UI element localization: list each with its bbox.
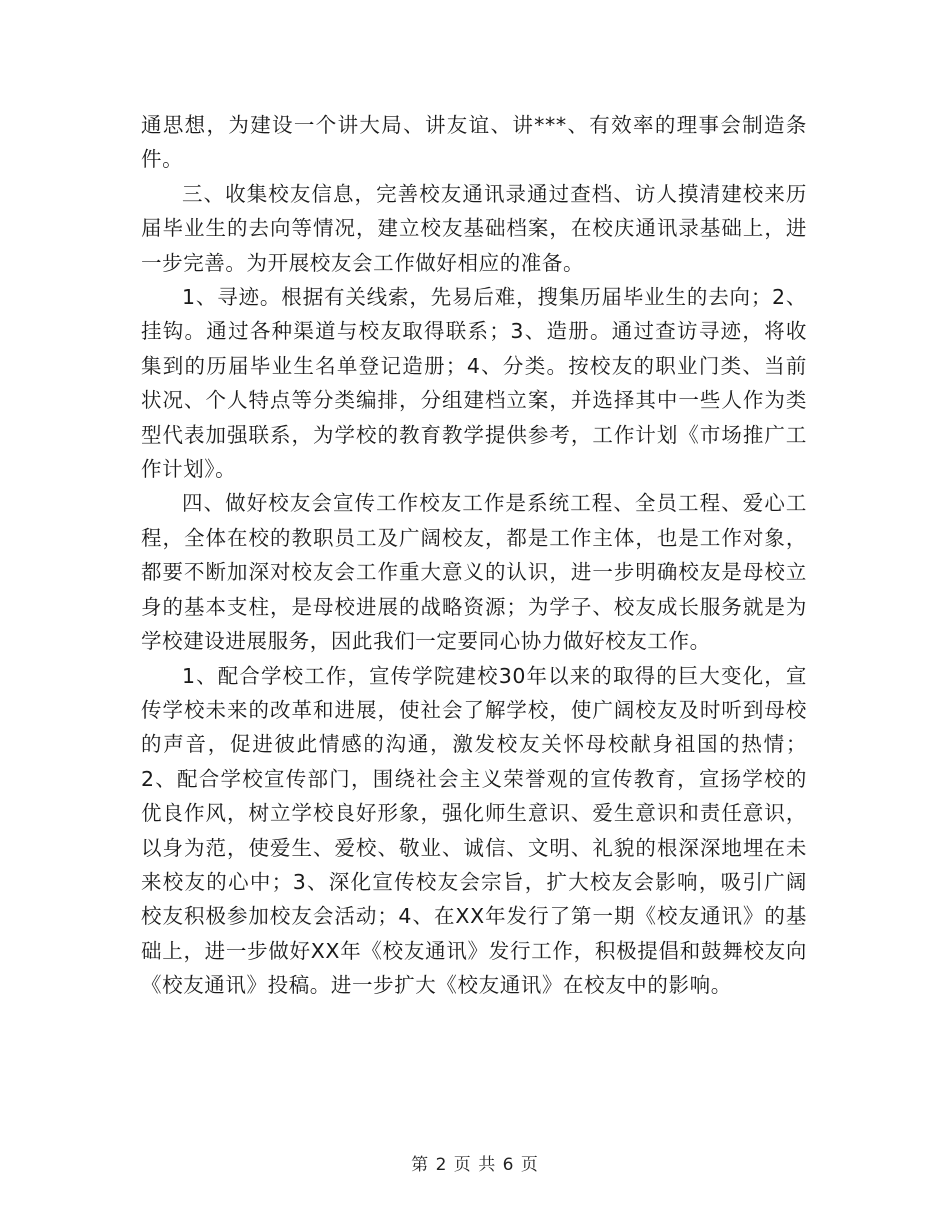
paragraph-section-four-items: 1、配合学校工作，宣传学院建校30年以来的取得的巨大变化，宣传学校未来的改革和进展，使社会了解学校，使广阔校友及时听到母校的声音，促进彼此情感的沟通，激发校友关怀母校献身祖国的热情；2、配合学校宣传部门，围绕社会主义荣誉观的宣传教育，宣扬学校的优良作风，树立学校良好形象，强化师生意识、爱生意识和责任意识，以身为范，使爱生、爱校、敬业、诚信、文明、礼貌的根深深地埋在未来校友的心中；3、深化宣传校友会宗旨，扩大校友会影响，吸引广阔校友积极参加校友会活动；4、在XX年发行了第一期《校友通讯》的基础上，进一步做好XX年《校友通讯》发行工作，积极提倡和鼓舞校友向《校友通讯》投稿。进一步扩大《校友通讯》在校友中的影响。	[141, 663, 807, 998]
paragraph-section-three: 三、收集校友信息，完善校友通讯录通过查档、访人摸清建校来历届毕业生的去向等情况，建立校友基础档案，在校庆通讯录基础上，进一步完善。为开展校友会工作做好相应的准备。	[141, 181, 807, 275]
page-number-footer: 第 2 页 共 6 页	[411, 1155, 539, 1175]
paragraph-section-three-steps: 1、寻迹。根据有关线索，先易后难，搜集历届毕业生的去向；2、挂钩。通过各种渠道与校友取得联系；3、造册。通过查访寻迹，将收集到的历届毕业生名单登记造册；4、分类。按校友的职业门类、当前状况、个人特点等分类编排，分组建档立案，并选择其中一些人作为类型代表加强联系，为学校的教育教学提供参考，工作计划《市场推广工作计划》。	[141, 285, 807, 482]
paragraph-section-four: 四、做好校友会宣传工作校友工作是系统工程、全员工程、爱心工程，全体在校的教职员工及广阔校友，都是工作主体，也是工作对象，都要不断加深对校友会工作重大意义的认识，进一步明确校友是母校立身的基本支柱，是母校进展的战略资源；为学子、校友成长服务就是为学校建设进展服务，因此我们一定要同心协力做好校友工作。	[141, 491, 807, 654]
document-body	[141, 108, 807, 1003]
paragraph-continuation: 通思想，为建设一个讲大局、讲友谊、讲***、有效率的理事会制造条件。	[141, 113, 807, 172]
